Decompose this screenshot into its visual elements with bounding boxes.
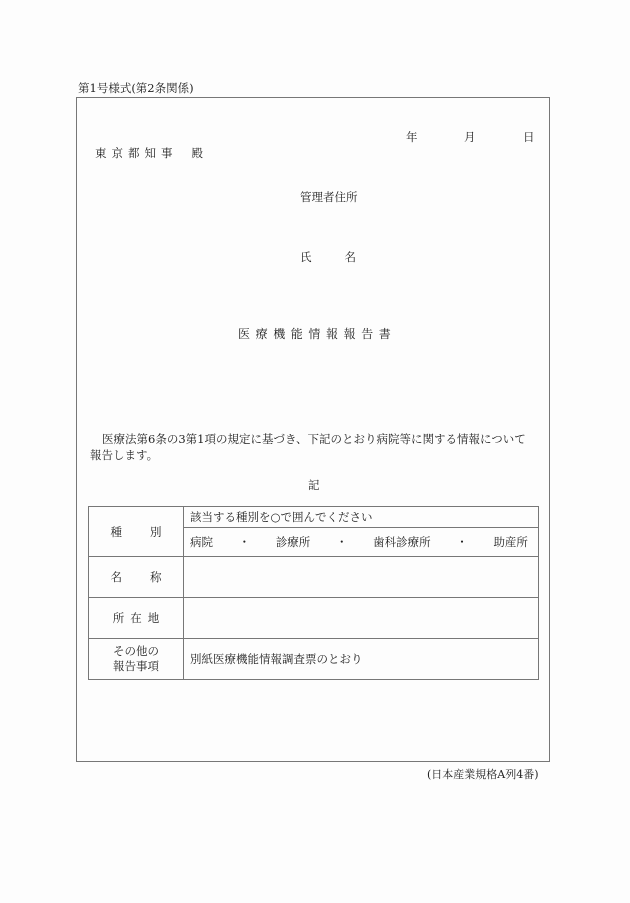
other-label-cell (89, 639, 184, 680)
other-label-line-2: 報告事項 (113, 659, 159, 673)
location-label-char-1: 所 (112, 611, 125, 625)
name-label-char-1: 氏 (300, 250, 312, 264)
name-label-char-1: 名 (110, 570, 122, 584)
kind-instruction-cell: 該当する種別を○で囲んでください (184, 507, 539, 528)
other-label-line-1: その他の (113, 644, 159, 658)
kind-label-char-2: 別 (150, 524, 162, 539)
name-value-cell[interactable] (184, 557, 539, 598)
separator-dot: ・ (335, 535, 348, 549)
option-maternity-home[interactable]: 助産所 (493, 535, 528, 549)
name-label-char-2: 称 (150, 570, 162, 584)
document-title: 医療機能情報報告書 (238, 327, 397, 341)
ki-heading: 記 (308, 478, 320, 492)
form-number-label: 第1号様式(第2条関係) (78, 81, 194, 95)
name-label-cell (89, 557, 184, 598)
separator-dot: ・ (456, 535, 468, 549)
option-hospital[interactable]: 病院 (190, 535, 213, 549)
date-year-label: 年 (406, 130, 418, 144)
location-value-cell[interactable] (184, 598, 539, 639)
location-label-char-2: 在 (130, 611, 142, 625)
body-line-1: 医療法第6条の3第1項の規定に基づき、下記のとおり病院等に関する情報について (102, 432, 526, 446)
kind-options-cell[interactable] (184, 528, 539, 557)
location-label-char-3: 地 (147, 611, 160, 625)
other-value-cell[interactable]: 別紙医療機能情報調査票のとおり (184, 639, 539, 680)
name-label-char-2: 名 (344, 250, 356, 264)
kind-label-cell (89, 507, 184, 557)
option-dental-clinic[interactable]: 歯科診療所 (373, 535, 431, 549)
manager-name-label (300, 249, 356, 265)
body-paragraph (90, 431, 540, 463)
kind-label-char-1: 種 (110, 524, 122, 539)
manager-address-label: 管理者住所 (300, 190, 358, 204)
addressee-honorific: 殿 (191, 146, 203, 160)
body-line-2: 報告します。 (90, 448, 159, 462)
location-label-cell (89, 598, 184, 639)
paper-size-note: (日本産業規格A列4番) (427, 768, 539, 781)
date-day-label: 日 (523, 130, 535, 144)
date-month-label: 月 (464, 130, 476, 144)
report-table (88, 506, 539, 680)
separator-dot: ・ (238, 535, 251, 549)
addressee (95, 145, 203, 161)
addressee-name: 東京都知事 (95, 146, 178, 160)
option-clinic[interactable]: 診療所 (275, 535, 311, 549)
